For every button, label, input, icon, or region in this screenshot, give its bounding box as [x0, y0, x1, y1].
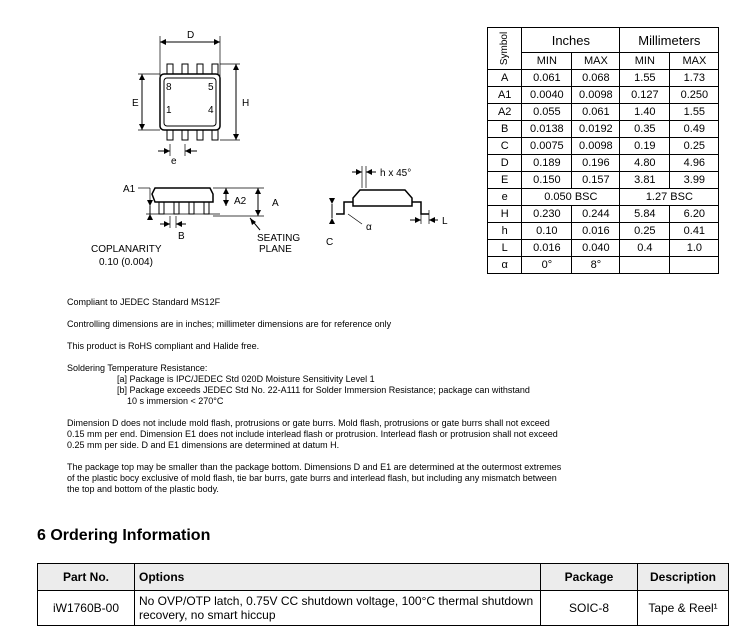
table-row: α 0° 8°	[488, 257, 719, 274]
label-pin5: 5	[208, 82, 214, 93]
label-a1: A1	[123, 184, 136, 195]
cell-package: SOIC-8	[541, 591, 638, 626]
note-dimension-d: Dimension D does not include mold flash, protrusions or gate burrs. Mold flash, protrusions or gate burrs shall not exceed 0.15 mm per end. Dimension E1 does not include interlead flash or protrusion. Interlead flash or protrusion shall not exceed 0.25 mm per side. D and E1 dimensions are determined at datum H.	[67, 418, 558, 450]
note-soldering-b: [b] Package exceeds JEDEC Std No. 22-A111 for Solder Immersion Resistance; package can withstand	[117, 385, 530, 395]
label-plane: PLANE	[259, 244, 292, 255]
note-rohs: This product is RoHS compliant and Halide free.	[67, 341, 260, 351]
table-row: A2 0.055 0.061 1.40 1.55	[488, 104, 719, 121]
note-soldering-title: Soldering Temperature Resistance:	[67, 363, 208, 373]
label-c: C	[326, 237, 334, 248]
table-row: L 0.016 0.040 0.4 1.0	[488, 240, 719, 257]
table-row: A 0.061 0.068 1.55 1.73	[488, 70, 719, 87]
symbol-header: Symbol	[488, 28, 522, 70]
mm-max-header: MAX	[670, 53, 719, 70]
dimensions-table	[487, 27, 719, 274]
label-l: L	[442, 216, 448, 227]
header-part-no: Part No.	[38, 564, 135, 591]
table-row: E 0.150 0.157 3.81 3.99	[488, 172, 719, 189]
note-jedec: Compliant to JEDEC Standard MS12F	[67, 297, 221, 307]
package-outline-drawing	[60, 20, 480, 280]
note-soldering-a: [a] Package is IPC/JEDEC Std 020D Moisture Sensitivity Level 1	[117, 374, 375, 384]
label-e-upper: E	[132, 98, 139, 109]
table-row: A1 0.0040 0.0098 0.127 0.250	[488, 87, 719, 104]
label-a: A	[272, 198, 279, 209]
package-body-side-view	[152, 188, 213, 202]
inches-max-header: MAX	[572, 53, 620, 70]
mm-min-header: MIN	[620, 53, 670, 70]
table-row: H 0.230 0.244 5.84 6.20	[488, 206, 719, 223]
table-row	[38, 591, 729, 626]
ordering-table	[37, 563, 729, 626]
label-coplanarity: COPLANARITY	[91, 244, 162, 255]
inches-header: Inches	[522, 28, 620, 53]
millimeters-header: Millimeters	[620, 28, 719, 53]
label-b: B	[178, 231, 185, 242]
label-coplanarity-value: 0.10 (0.004)	[99, 257, 153, 268]
label-a2: A2	[234, 196, 247, 207]
table-row: B 0.0138 0.0192 0.35 0.49	[488, 121, 719, 138]
label-pin8: 8	[166, 82, 172, 93]
label-seating: SEATING	[257, 233, 301, 244]
table-row: C 0.0075 0.0098 0.19 0.25	[488, 138, 719, 155]
header-options: Options	[135, 564, 541, 591]
table-row: e 0.050 BSC 1.27 BSC	[488, 189, 719, 206]
table-row: h 0.10 0.016 0.25 0.41	[488, 223, 719, 240]
note-soldering-b2: 10 s immersion < 270°C	[127, 396, 224, 406]
note-controlling: Controlling dimensions are in inches; millimeter dimensions are for reference only	[67, 319, 392, 329]
label-alpha: α	[366, 222, 372, 233]
label-pin1: 1	[166, 105, 172, 116]
table-row: D 0.189 0.196 4.80 4.96	[488, 155, 719, 172]
package-notes	[67, 297, 567, 506]
cell-part-no: iW1760B-00	[38, 591, 135, 626]
label-h-chamfer: h x 45°	[380, 168, 412, 179]
header-description: Description	[638, 564, 729, 591]
inches-min-header: MIN	[522, 53, 572, 70]
ordering-section-title: 6 Ordering Information	[37, 527, 211, 544]
label-pin4: 4	[208, 105, 214, 116]
cell-description: Tape & Reel¹	[638, 591, 729, 626]
note-package-top: The package top may be smaller than the package bottom. Dimensions D and E1 are determined at the outermost extremes of the plastic bocy exclusive of mold flash, tie bar burrs, gate burrs and interlead flash, but including any mismatch between the top and bottom of the plastic body.	[67, 462, 562, 494]
label-d: D	[187, 30, 195, 41]
label-h: H	[242, 98, 250, 109]
package-body-end-view	[353, 190, 412, 206]
cell-options: No OVP/OTP latch, 0.75V CC shutdown voltage, 100°C thermal shutdown recovery, no smart hiccup	[135, 591, 541, 626]
header-package: Package	[541, 564, 638, 591]
label-e-pitch: e	[171, 156, 177, 167]
